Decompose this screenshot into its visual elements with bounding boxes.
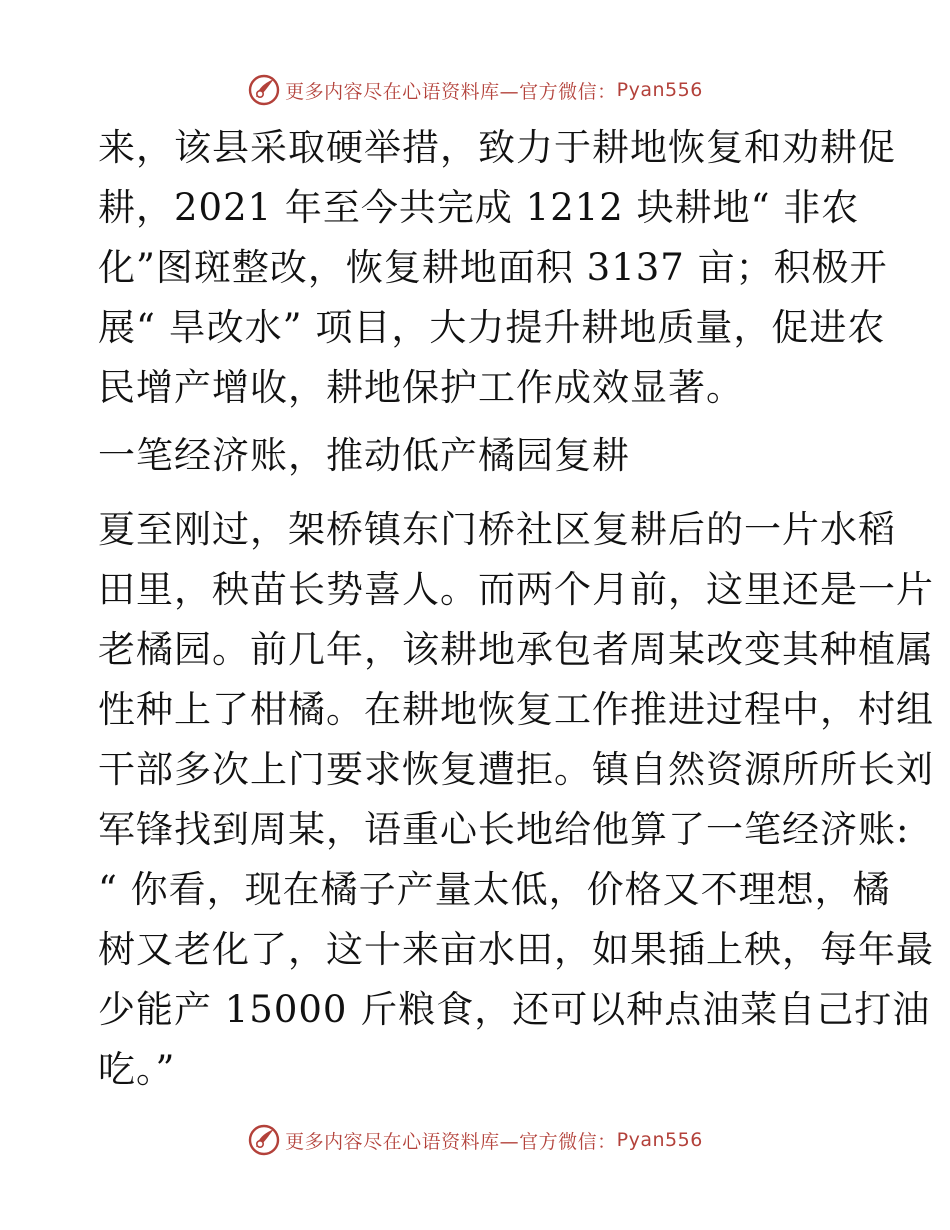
text-line: 来，该县采取硬举措，致力于耕地恢复和劝耕促 [98,126,896,169]
text-line: 性种上了柑橘。在耕地恢复工作推进过程中，村组 [98,688,934,731]
paragraph-1 [98,118,896,418]
text-line: 耕，2021 年至今共完成 1212 块耕地“ 非农 [98,186,860,229]
text-line: 田里，秧苗长势喜人。而两个月前，这里还是一片 [98,568,934,611]
section-subheading: 一笔经济账，推动低产橘园复耕 [98,434,630,477]
text-line: 展“ 旱改水” 项目，大力提升耕地质量，促进农 [98,306,886,349]
footer-wechat-id: Pyan556 [616,1129,703,1151]
footer-banner [0,1122,950,1158]
text-line: 化”图斑整改，恢复耕地面积 3137 亩；积极开 [98,246,888,289]
flame-seal-icon [247,1123,281,1157]
text-line: 干部多次上门要求恢复遭拒。镇自然资源所所长刘 [98,748,934,791]
header-wechat-id: Pyan556 [616,79,703,101]
text-line: 军锋找到周某，语重心长地给他算了一笔经济账: [98,808,910,851]
text-line: 夏至刚过，架桥镇东门桥社区复耕后的一片水稻 [98,508,896,551]
flame-seal-icon [247,73,281,107]
text-line: 吃。” [98,1048,176,1091]
header-banner-text: 更多内容尽在心语资料库—官方微信： [285,80,617,103]
footer-banner-text: 更多内容尽在心语资料库—官方微信： [285,1130,617,1153]
document-body [98,118,934,1100]
text-line: 少能产 15000 斤粮食，还可以种点油菜自己打油 [98,988,931,1031]
text-line: 民增产增收，耕地保护工作成效显著。 [98,366,744,409]
text-line: 老橘园。前几年，该耕地承包者周某改变其种植属 [98,628,934,671]
text-line: “ 你看，现在橘子产量太低，价格又不理想，橘 [98,868,891,911]
text-line: 树又老化了，这十来亩水田，如果插上秧，每年最 [98,928,934,971]
header-banner [0,72,950,108]
paragraph-2 [98,500,934,1100]
